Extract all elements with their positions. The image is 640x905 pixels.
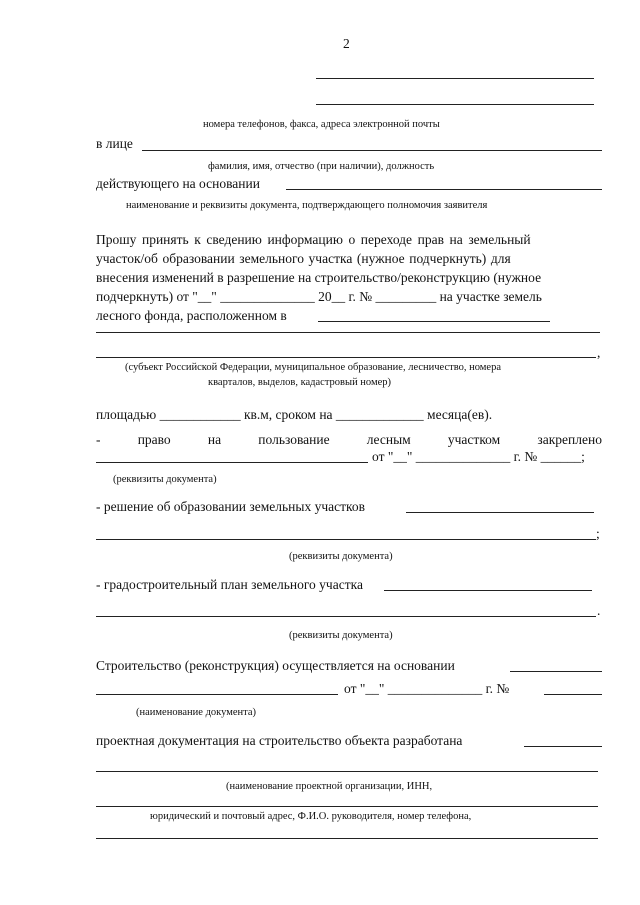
construction-from: от "__" ______________ г. №: [344, 681, 510, 696]
caption-authority-doc: наименование и реквизиты документа, подтверждающего полномочия заявителя: [126, 200, 488, 211]
field-gpzu-2[interactable]: [96, 616, 596, 617]
field-project-org-2[interactable]: [96, 771, 598, 772]
field-decision-2[interactable]: [96, 539, 596, 540]
label-acting-basis: действующего на основании: [96, 176, 260, 191]
field-location-2[interactable]: [96, 332, 600, 333]
field-construction-doc[interactable]: [96, 694, 338, 695]
field-decision[interactable]: [406, 512, 594, 513]
field-representative[interactable]: [142, 150, 602, 151]
field-project-org-3[interactable]: [96, 806, 598, 807]
right-word: право: [137, 432, 171, 447]
right-word: -: [96, 432, 101, 447]
field-acting-basis[interactable]: [286, 189, 602, 190]
field-location[interactable]: [318, 321, 550, 322]
blank-line[interactable]: [316, 104, 594, 105]
caption-fio: фамилия, имя, отчество (при наличии), должность: [208, 161, 435, 172]
caption-contacts: номера телефонов, факса, адреса электронной почты: [203, 119, 440, 130]
field-project-org[interactable]: [524, 746, 602, 747]
field-project-org-4[interactable]: [96, 838, 598, 839]
right-from: от "__" ______________ г. № ______;: [372, 449, 585, 464]
decision-label: - решение об образовании земельных участков: [96, 499, 366, 514]
project-docs-label: проектная документация на строительство объекта разработана: [96, 733, 463, 748]
caption-org-address: юридический и почтовый адрес, Ф.И.О. руководителя, номер телефона,: [150, 811, 472, 822]
page-number: 2: [343, 36, 350, 51]
right-word: закреплено: [537, 432, 602, 447]
caption-location-1: (субъект Российской Федерации, муниципальное образование, лесничество, номера: [125, 362, 501, 373]
caption-requisites-2: (реквизиты документа): [289, 551, 393, 562]
caption-requisites-1: (реквизиты документа): [113, 474, 217, 485]
construction-basis-label: Строительство (реконструкция) осуществляется на основании: [96, 658, 455, 673]
caption-requisites-3: (реквизиты документа): [289, 630, 393, 641]
request-line-1: Прошу принять к сведению информацию о переходе прав на земельный: [96, 232, 531, 247]
semicolon: ;: [596, 526, 600, 541]
field-location-3[interactable]: [96, 357, 596, 358]
request-line-3: внесения изменений в разрешение на строительство/реконструкцию (нужное: [96, 270, 542, 285]
caption-design-org: (наименование проектной организации, ИНН,: [226, 781, 433, 792]
comma: ,: [597, 345, 601, 360]
label-in-person: в лице: [96, 136, 133, 151]
period: .: [597, 603, 601, 618]
right-word: на: [207, 432, 222, 447]
field-right-doc[interactable]: [96, 462, 368, 463]
caption-location-2: кварталов, выделов, кадастровый номер): [208, 377, 392, 388]
field-gpzu[interactable]: [384, 590, 592, 591]
caption-doc-name: (наименование документа): [136, 707, 257, 718]
request-line-5: лесного фонда, расположенном в: [96, 308, 287, 323]
right-to-use-line: [96, 432, 602, 448]
gpzu-label: - градостроительный план земельного участка: [96, 577, 363, 592]
field-construction-basis[interactable]: [510, 671, 602, 672]
field-construction-number[interactable]: [544, 694, 602, 695]
right-word: пользование: [258, 432, 330, 447]
request-line-4: подчеркнуть) от "__" ______________ 20__ г. № _________ на участке земель: [96, 289, 542, 304]
request-line-2: участок/об образовании земельного участка (нужное подчеркнуть) для: [96, 251, 511, 266]
right-word: участком: [447, 432, 501, 447]
right-word: лесным: [366, 432, 411, 447]
area-line: площадью ____________ кв.м, сроком на _____________ месяца(ев).: [96, 407, 493, 422]
blank-line[interactable]: [316, 78, 594, 79]
